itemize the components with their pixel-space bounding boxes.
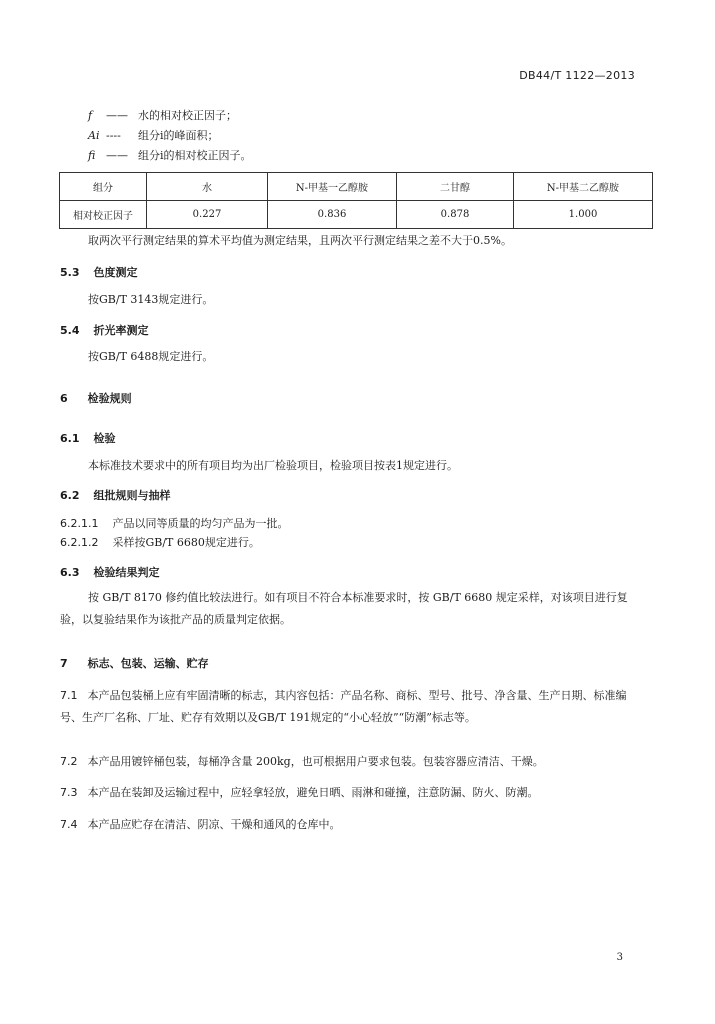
- symbol-definition-f: [88, 108, 237, 123]
- table-cell: 0.878: [397, 201, 514, 229]
- section-title: 检验: [93, 432, 116, 445]
- clause-7-3: [60, 785, 539, 800]
- section-text-6-1: 本标准技术要求中的所有项目均为出厂检验项目，检验项目按表1规定进行。: [88, 459, 458, 472]
- clause-6-2-1-2: [60, 535, 260, 550]
- section-title: 检验规则: [87, 392, 132, 405]
- symbol: Ai: [88, 129, 100, 142]
- clause-6-2-1-1: [60, 516, 288, 531]
- table-header-cell: 水: [147, 173, 268, 201]
- clause-7-4: [60, 817, 341, 832]
- clause-number: 7.4: [60, 818, 78, 831]
- symbol: f: [88, 109, 93, 122]
- table-header-row: [60, 173, 653, 201]
- table-cell: 0.836: [268, 201, 397, 229]
- symbol-dash: ——: [106, 109, 128, 122]
- section-number: 7: [60, 657, 68, 670]
- table-header-cell: 组分: [60, 173, 147, 201]
- section-number: 5.4: [60, 324, 80, 337]
- section-number: 6.2: [60, 489, 80, 502]
- symbol-description: 水的相对校正因子；: [138, 109, 237, 122]
- measurement-note: 取两次平行测定结果的算术平均值为测定结果，且两次平行测定结果之差不大于0.5%。: [88, 234, 512, 247]
- clause-number: 6.2.1.1: [60, 517, 99, 530]
- section-heading-6: [60, 390, 132, 406]
- section-text-6-3: 按 GB/T 8170 修约值比较法进行。如有项目不符合本标准要求时，按 GB/T 6680 规定采样，对该项目进行复验，以复验结果作为该批产品的质量判定依据。: [60, 591, 628, 626]
- table-header-cell: 二甘醇: [397, 173, 514, 201]
- symbol: fi: [88, 149, 96, 162]
- clause-text: 本产品用镀锌桶包装，每桶净含量 200kg，也可根据用户要求包装。包装容器应清洁、干燥。: [87, 755, 544, 768]
- clause-text: 本产品包装桶上应有牢固清晰的标志，其内容包括：产品名称、商标、型号、批号、净含量、生产日期、标准编号、生产厂名称、厂址、贮存有效期以及GB/T 191规定的“小心轻放”“防潮”标志等。: [60, 689, 627, 724]
- section-title: 检验结果判定: [93, 566, 160, 579]
- clause-number: 7.2: [60, 755, 78, 768]
- clause-7-2: [60, 754, 544, 769]
- section-text-5-3: 按GB/T 3143规定进行。: [88, 293, 214, 306]
- section-title: 折光率测定: [93, 324, 149, 337]
- section-heading-5-3: [60, 264, 138, 280]
- section-heading-6-2: [60, 487, 171, 503]
- clause-text: 本产品在装卸及运输过程中，应轻拿轻放，避免日晒、雨淋和碰撞，注意防漏、防火、防潮。: [87, 786, 539, 799]
- section-heading-6-1: [60, 430, 116, 446]
- table-cell: 1.000: [514, 201, 653, 229]
- table-cell: 0.227: [147, 201, 268, 229]
- section-number: 6: [60, 392, 68, 405]
- clause-text: 产品以同等质量的均匀产品为一批。: [112, 517, 289, 530]
- symbol-definition-ai: [88, 128, 219, 143]
- section-number: 5.3: [60, 266, 80, 279]
- table-row: [60, 201, 653, 229]
- clause-7-1: [60, 685, 640, 729]
- section-number: 6.3: [60, 566, 80, 579]
- symbol-dash: ----: [106, 129, 121, 142]
- page-number: 3: [616, 952, 623, 963]
- symbol-dash: ——: [106, 149, 128, 162]
- clause-text: 本产品应贮存在清洁、阴凉、干燥和通风的仓库中。: [87, 818, 341, 831]
- symbol-definition-fi: [88, 148, 252, 163]
- symbol-description: 组分i的峰面积；: [138, 129, 219, 142]
- section-heading-7: [60, 655, 209, 671]
- section-heading-5-4: [60, 322, 149, 338]
- table-header-cell: N-甲基二乙醇胺: [514, 173, 653, 201]
- document-code: DB44/T 1122—2013: [519, 69, 635, 82]
- symbol-description: 组分i的相对校正因子。: [138, 149, 252, 162]
- clause-number: 7.1: [60, 689, 78, 702]
- section-text-5-4: 按GB/T 6488规定进行。: [88, 350, 214, 363]
- section-number: 6.1: [60, 432, 80, 445]
- clause-number: 6.2.1.2: [60, 536, 99, 549]
- section-title: 标志、包装、运输、贮存: [87, 657, 209, 670]
- section-heading-6-3: [60, 564, 160, 580]
- section-title: 色度测定: [93, 266, 138, 279]
- table-header-cell: N-甲基一乙醇胺: [268, 173, 397, 201]
- clause-number: 7.3: [60, 786, 78, 799]
- clause-text: 采样按GB/T 6680规定进行。: [112, 536, 260, 549]
- section-title: 组批规则与抽样: [93, 489, 171, 502]
- correction-factor-table: [59, 172, 653, 229]
- table-cell: 相对校正因子: [60, 201, 147, 229]
